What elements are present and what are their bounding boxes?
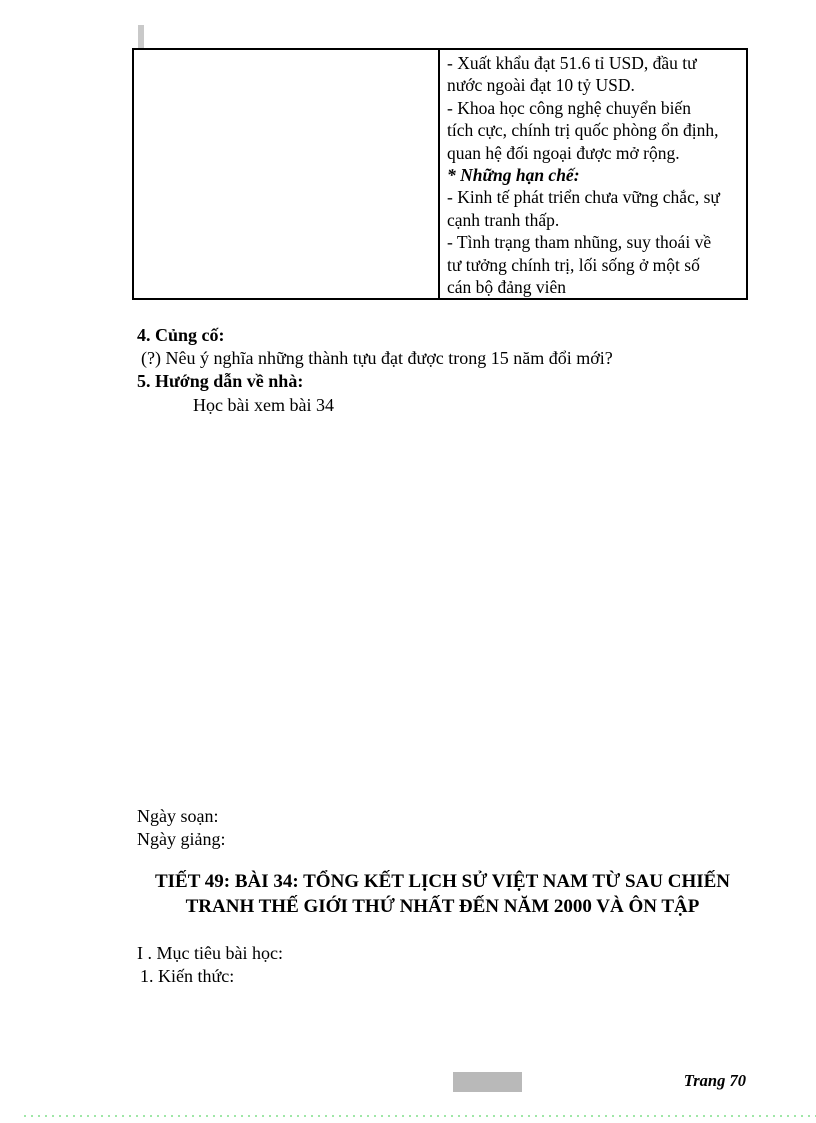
date-taught-label: Ngày giảng: — [137, 829, 226, 850]
table-line: - Kinh tế phát triển chưa vững chắc, sự — [447, 187, 720, 208]
page-number-label: Trang 70 — [683, 1071, 746, 1090]
table-cell-left-empty — [134, 50, 440, 298]
table-line: nước ngoài đạt 10 tỷ USD. — [447, 75, 635, 96]
table-line: - Khoa học công nghệ chuyển biến — [447, 97, 691, 118]
table-line: tích cực, chính trị quốc phòng ổn định, — [447, 120, 719, 141]
consolidation-question: (?) Nêu ý nghĩa những thành tựu đạt được trong 15 năm đổi mới? — [141, 348, 613, 369]
date-prepared-label: Ngày soạn: — [137, 806, 219, 826]
objectives-block — [137, 942, 537, 988]
page-break-indicator — [24, 1115, 816, 1117]
lesson-title-line2: TRANH THẾ GIỚI THỨ NHẤT ĐẾN NĂM 2000 VÀ ÔN TẬP — [185, 895, 700, 917]
table-line-limitations-heading: * Những hạn chế: — [447, 165, 580, 186]
table-cell-right — [440, 50, 746, 298]
table-line: quan hệ đối ngoại được mở rộng. — [447, 142, 680, 163]
objectives-heading: I . Mục tiêu bài học: — [137, 943, 283, 963]
dates-block — [137, 805, 437, 851]
lesson-title-line1: TIẾT 49: BÀI 34: TỔNG KẾT LỊCH SỬ VIỆT NAM TỪ SAU CHIẾN — [154, 871, 731, 892]
lesson-title — [137, 870, 748, 919]
homework-heading: 5. Hướng dẫn về nhà: — [137, 371, 304, 392]
consolidation-block — [137, 324, 757, 417]
table-line: cạnh tranh thấp. — [447, 209, 560, 230]
knowledge-heading: 1. Kiến thức: — [140, 966, 235, 987]
cursor-artifact — [138, 25, 144, 48]
selection-highlight — [453, 1072, 522, 1092]
table-line: tư tưởng chính trị, lối sống ở một số — [447, 254, 700, 275]
consolidation-heading: 4. Củng cố: — [137, 325, 225, 345]
table-line: cán bộ đảng viên — [447, 277, 567, 298]
table-line: - Xuất khẩu đạt 51.6 tỉ USD, đầu tư — [447, 53, 697, 73]
homework-note: Học bài xem bài 34 — [193, 394, 334, 415]
lesson-table — [132, 48, 748, 300]
table-line: - Tình trạng tham nhũng, suy thoái về — [447, 232, 712, 253]
